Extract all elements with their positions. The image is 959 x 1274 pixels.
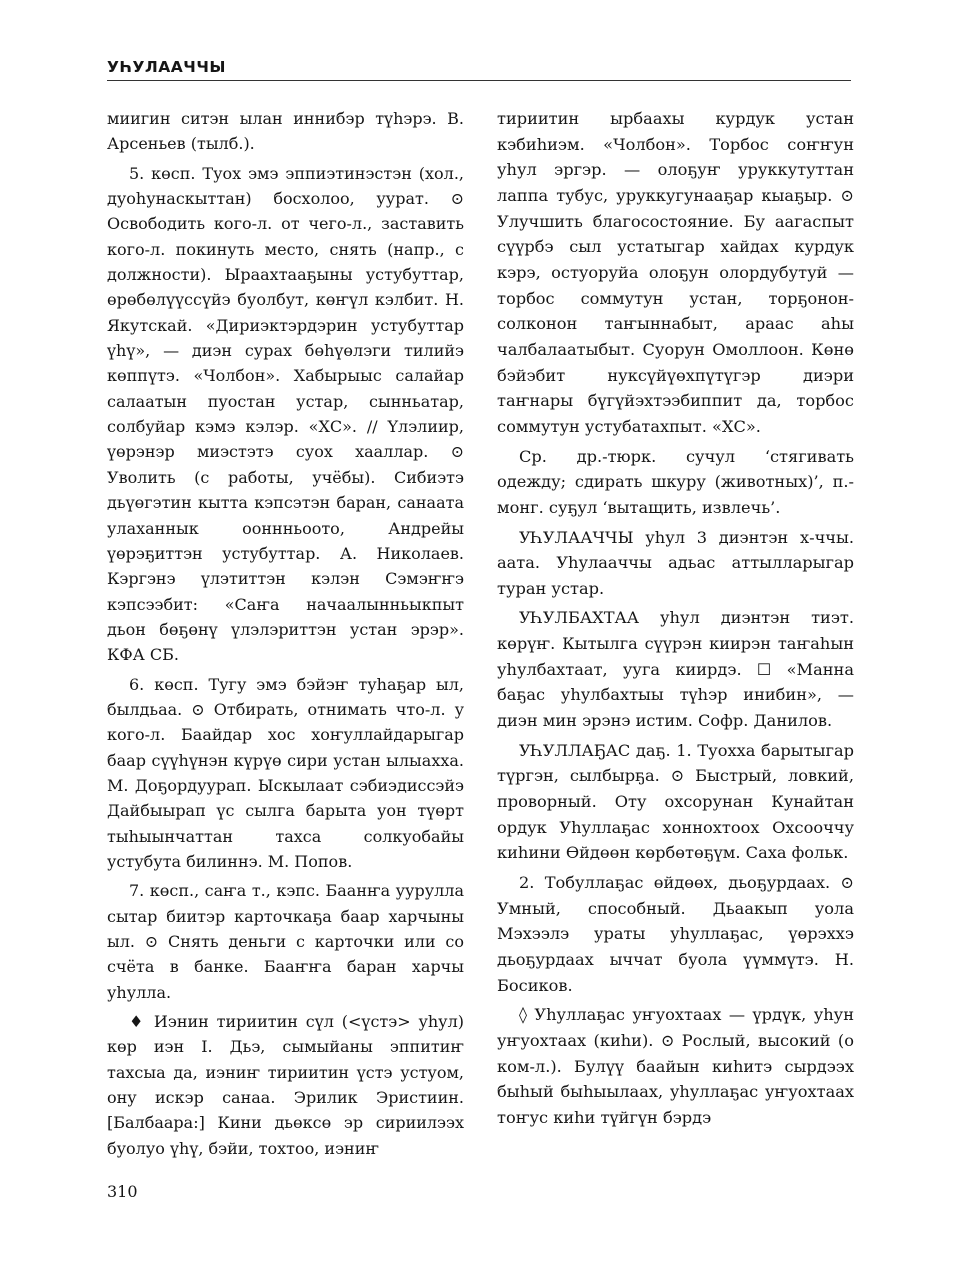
left-para-4: 7. көсп., саҥа т., кэпс. Баанҥа уурулла сытар биитэр карточкаҕа баар харчыны ыл. ⊙ Снять деньги с карточки или со счёта в банке. Бааҥҥа баран харчы уһулла.: [107, 881, 464, 1002]
right-para-5: УҺУЛЛАҔАС даҕ. 1. Туохха барытыгар түргэн, сылбырҕа. ⊙ Быстрый, ловкий, проворный. Оту охсорунан Кунайтан ордук Уһуллаҕас хоннохтоох Охсооччу киһини Өйдөөн көрбөтөҕүм. Саха фольк.: [497, 740, 854, 863]
left-para-5: ♦ Иэнин тириитин сүл (<үстэ> уһул) көр иэн I. Дьэ, сымыйаны эппитиҥ тахсыа да, иэниҥ тириитин үстэ устуом, ону искэр санаа. Эрилик Эристиин. [Балбаара:] Кини дьөксө эр сириилээх буолуо үһү, бэйи, тохтоо, иэниҥ: [107, 1012, 464, 1158]
right-para-6: 2. Тобуллаҕас өйдөөх, дьоҕурдаах. ⊙ Умный, способный. Дьаакып уола Мэхээлэ ураты уһуллаҕас, үөрэххэ дьоҕурдаах ыччат буола үүммүтэ. Н. Босиков.: [497, 873, 854, 995]
right-para-1: тириитин ырбаахы курдук устан кэбиһиэм. «Чолбон». Торбос соҥҥун уһул эргэр. — олоҕуҥ уруккутуттан лаппа тубус, уруккугунааҕар кыаҕыр. ⊙ Улучшить благосостояние. Бу аагаспыт сүүрбэ сыл устатыгар хайдах курдук кэрэ, остуоруйа олоҕун олордубутуй — торбос соммутун устан, торҕонон-солконон таҥыннабыт, араас аһы чалбалаатыбыт. Суорун Омоллоон. Көнө бэйэбит нуксүйүөхпүтүгэр диэри таҥнары бүгүйэхтээбиппит да, торбос соммутун устубатахпыт. «ХС».: [497, 109, 854, 436]
running-header: [107, 56, 851, 81]
right-para-2: Ср. др.-тюрк. сучул ‘стягивать одежду; сдирать шкуру (животных)’, п.-монг. суҕул ‘вытащить, извлечь’.: [497, 446, 854, 517]
left-para-1: миигин ситэн ылан иннибэр түһэрэ. В. Арсеньев (тылб.).: [107, 109, 464, 154]
header-title: УҺУЛААЧЧЫ: [107, 58, 226, 76]
right-para-7: ◊ Уһуллаҕас уҥуохтаах — үрдүк, уһун уҥуохтаах (киһи). ⊙ Рослый, высокий (о ком-л.). Булүү баайын киһитэ сырдээх быһый быһыылаах, уһуллаҕас уҥуохтаах тоҥус киһи түйгүн бэрдэ: [497, 1005, 854, 1127]
right-para-3: УҺУЛААЧЧЫ уһул 3 диэнтэн х-ччы. аата. Уһулааччы адьас аттылларыгар туран устар.: [497, 527, 854, 598]
right-para-4: УҺУЛБАХТАА уһул диэнтэн тиэт. көрүҥ. Кытылга сүүрэн киирэн таҥаһын уһулбахтаат, ууга киирдэ. ☐ «Манна баҕас уһулбахтыы түһэр инибин», — диэн мин эрэнэ истим. Софр. Данилов.: [497, 608, 854, 731]
right-column: [497, 106, 854, 1135]
page-number: 310: [107, 1182, 138, 1201]
left-para-3: 6. көсп. Тугу эмэ бэйэҥ туһаҕар ыл, былдьаа. ⊙ Отбирать, отнимать что-л. у кого-л. Баайдар хос хоҥуллайдарыгар баар сүүһүнэн күрүө сири устан ылыахха. М. Доҕордуурап. Ыскылаат сэбиэдиссэйэ Дайбыырап үс сылга барыта уон түөрт тыһыынчаттан тахса солкуобайы устубута билиннэ. М. Попов.: [107, 674, 464, 871]
left-para-2: 5. көсп. Туох эмэ эппиэтинэстэн (хол., дуоһунаскыттан) босхолоо, уурат. ⊙ Освободить кого-л. от чего-л., заставить кого-л. покинуть место, снять (напр., с должности). Ыраахтааҕыны устубуттар, өрөбөлүүссүйэ буолбут, көҥүл кэлбит. Н. Якутскай. «Дириэктэрдэрин устубуттар үһү», — диэн сурах бөһүөлэги тилийэ көппүтэ. «Чолбон». Хабырыыс салайар салаатын пуостан устар, сынньатар, солбуйар кэмэ кэлэр. «ХС». // Үлэлиир, үөрэнэр миэстэтэ суох хааллар. ⊙ Уволить (с работы, учёбы). Сибиэтэ дьүөгэтин кытта кэпсэтэн баран, санаата улаханнык ооннньоото, Андрейы үөрэҕиттэн устубуттар. А. Николаев. Кэргэнэ үлэтиттэн кэлэн Сэмэҥҥэ кэпсээбит: «Саҥа начаалынньыкпыт дьон бөҕөнү үлэлэриттэн устан эрэр». КФА СБ.: [107, 163, 464, 665]
left-column: [107, 106, 464, 1165]
